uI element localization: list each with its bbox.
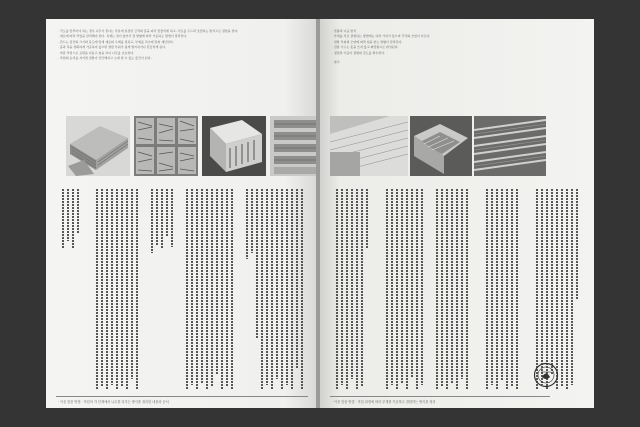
text-column-line [62, 189, 64, 249]
text-column-line [511, 189, 513, 387]
book-gutter [316, 19, 320, 408]
text-column-line [546, 189, 548, 389]
text-column-line [291, 189, 293, 389]
book-spread [46, 19, 594, 408]
text-column-line [221, 189, 223, 389]
text-column-line [561, 189, 563, 387]
text-column-line [106, 189, 108, 389]
bullet-line: · 재료에 따라 작업을 달리해야 한다. 목재는 결이 있어서 결 방향에 따라 가공하는 방법이 달라진다. [58, 34, 188, 39]
footer-rule [330, 396, 550, 397]
bullet-line: · 전통 가구는 못을 쓰지 않고 짜맞춤으로 완성된다. [332, 45, 399, 50]
text-column-line [416, 189, 418, 389]
footer-rule [56, 396, 308, 397]
text-column-line [156, 189, 158, 245]
text-column-line [77, 189, 79, 233]
text-column-line [396, 189, 398, 389]
bullet-line: · 정밀한 가공이 결합의 강도를 좌우한다. [332, 50, 386, 55]
text-column-line [266, 189, 268, 385]
bullet-line: · 맞춤과 이음 방식 [332, 29, 357, 33]
text-column-line [96, 189, 98, 389]
circular-stamp-seal [533, 362, 559, 388]
text-column-line [491, 189, 493, 385]
text-column-line [536, 189, 538, 389]
text-column-line [501, 189, 503, 381]
bullet-line: · 각도를 맞추어야 하는 경우 나무가 끝나는 부분에 일정한 간격의 홈을 파서 맞물리게 하고, 서로를 두드려 조립하는 방식으로 결합을 한다. [58, 29, 239, 33]
text-column-line [136, 189, 138, 389]
text-column-line [186, 189, 188, 389]
bullet-line: · 작업의 순서를 지키면 결합이 단단해지고 오래 쓸 수 있는 물건이 된다. [58, 56, 152, 61]
bullet-line: · 홈과 촉을 정확하게 가공하지 않으면 결합 부위가 쉽게 벌어지거나 흔들리게 된다. [58, 45, 167, 50]
bullet-line: · 마감 작업으로 표면을 다듬고 칠을 하여 나무를 보호한다. [58, 50, 135, 55]
bullet-line: · 만드는 물건의 크기와 용도에 맞게 재료의 두께를 정하고, 부재를 치수에 맞춰 재단한다. [58, 39, 174, 44]
text-column-line [301, 189, 303, 389]
text-column-line [211, 189, 213, 387]
left-photo-row [66, 116, 334, 176]
bark-texture-photo [134, 116, 198, 176]
text-column-line [151, 189, 153, 253]
text-column-line [461, 189, 463, 379]
text-column-line [226, 189, 228, 387]
text-column-line [116, 189, 118, 389]
text-column-line [356, 189, 358, 389]
text-column-line [196, 189, 198, 389]
bullet-line: · 참고 [332, 60, 340, 65]
text-column-line [571, 189, 573, 385]
right-page [318, 19, 594, 408]
text-column-line [161, 189, 163, 249]
text-column-line [466, 189, 468, 389]
sawn-block-photo [202, 116, 266, 176]
left-footer-caption: · 이음 맞춤 방법 · 작업의 각 단계에서 나무를 다루는 방식을 정리한 내용과 순서 [58, 400, 169, 404]
text-column-line [486, 189, 488, 389]
carved-joint-photo [410, 116, 472, 176]
left-bullet-list [58, 29, 306, 61]
text-column-line [271, 189, 273, 389]
right-bullet-list [332, 29, 582, 65]
text-column-line [446, 189, 448, 389]
text-column-line [506, 189, 508, 389]
text-column-line [451, 189, 453, 383]
text-column-line [206, 189, 208, 389]
text-column-line [541, 189, 543, 385]
text-column-line [496, 189, 498, 389]
left-text-columns [56, 189, 308, 394]
text-column-line [406, 189, 408, 389]
text-column-line [516, 189, 518, 389]
text-column-line [361, 189, 363, 387]
text-column-line [256, 189, 258, 339]
text-column-line [131, 189, 133, 379]
text-column-line [411, 189, 413, 377]
stacked-boards-photo [66, 116, 130, 176]
text-column-line [296, 189, 298, 369]
text-column-line [441, 189, 443, 387]
text-column-line [166, 189, 168, 237]
planed-surface-photo [330, 116, 408, 176]
right-footer-caption: · 이음 맞춤 방법 · 작업 과정에 따라 부재를 가공하고 결합하는 방식을 정리 [332, 400, 436, 404]
board-grain-photo [474, 116, 546, 176]
text-column-line [251, 189, 253, 253]
text-column-line [276, 189, 278, 379]
text-column-line [72, 189, 74, 249]
bullet-line: · 부재를 서로 결합하는 방법에는 여러 가지가 있으며 각각의 쓰임이 다르다. [332, 34, 431, 39]
text-column-line [576, 189, 578, 299]
text-column-line [566, 189, 568, 389]
text-column-line [336, 189, 338, 389]
text-column-line [391, 189, 393, 385]
text-column-line [436, 189, 438, 389]
text-column-line [551, 189, 553, 375]
text-column-line [351, 189, 353, 379]
text-column-line [556, 189, 558, 389]
text-column-line [456, 189, 458, 389]
text-column-line [171, 189, 173, 247]
text-column-line [346, 189, 348, 389]
text-column-line [111, 189, 113, 385]
text-column-line [67, 189, 69, 241]
left-page [46, 19, 318, 408]
text-column-line [366, 189, 368, 249]
text-column-line [201, 189, 203, 383]
text-column-line [246, 189, 248, 259]
text-column-line [121, 189, 123, 387]
text-column-line [101, 189, 103, 387]
right-photo-row [330, 116, 546, 176]
text-column-line [401, 189, 403, 383]
text-column-line [191, 189, 193, 385]
text-column-line [386, 189, 388, 389]
text-column-line [286, 189, 288, 385]
text-column-line [261, 189, 263, 389]
text-column-line [421, 189, 423, 385]
text-column-line [126, 189, 128, 389]
bullet-line: · 결합 부위의 모양에 따라 힘을 받는 방향이 달라진다. [332, 39, 403, 44]
text-column-line [231, 189, 233, 389]
text-column-line [341, 189, 343, 385]
text-column-line [281, 189, 283, 389]
text-column-line [216, 189, 218, 375]
